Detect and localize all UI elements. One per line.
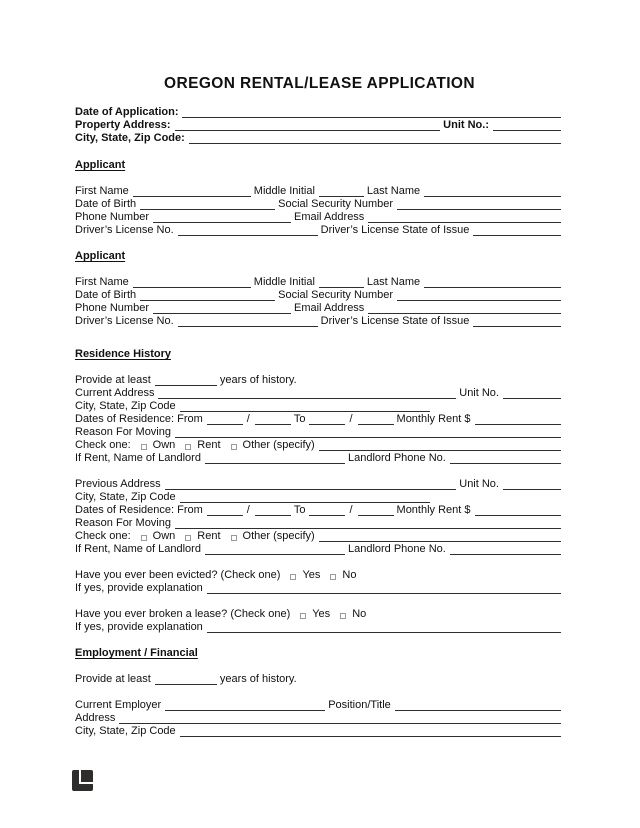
rent-checkbox[interactable]: [185, 535, 191, 541]
landlord-phone-label: Landlord Phone No.: [347, 543, 446, 555]
from-month-line[interactable]: [207, 507, 243, 516]
to-year-line[interactable]: [358, 507, 394, 516]
city-state-zip-line[interactable]: [189, 135, 561, 144]
page-title: OREGON RENTAL/LEASE APPLICATION: [164, 75, 475, 92]
email-address-line[interactable]: [368, 305, 561, 314]
phone-number-label: Phone Number: [75, 302, 149, 314]
from-year-line[interactable]: [255, 416, 291, 425]
evicted-explanation-row: [75, 582, 564, 595]
position-title-line[interactable]: [395, 702, 561, 711]
other-checkbox[interactable]: [231, 444, 237, 450]
previous-address-line[interactable]: [165, 481, 457, 490]
city-state-zip-row: [75, 132, 564, 145]
date-of-birth-label: Date of Birth: [75, 198, 137, 210]
ssn-label: Social Security Number: [278, 289, 394, 301]
to-month-line[interactable]: [309, 416, 345, 425]
from-year-line[interactable]: [255, 507, 291, 516]
date-of-birth-label: Date of Birth: [75, 289, 137, 301]
date-of-application-line[interactable]: [182, 109, 561, 118]
employer-address-row: [75, 712, 564, 725]
residence-years-row: [75, 374, 564, 387]
legal-templates-logo-icon: [72, 770, 93, 791]
city-state-zip-label: City, State, Zip Code: [75, 491, 176, 503]
drivers-license-state-label: Driver’s License State of Issue: [320, 224, 470, 236]
previous-landlord-row: [75, 543, 564, 556]
position-title-label: Position/Title: [328, 699, 391, 711]
previous-city-row: [75, 491, 564, 504]
yes-label: Yes: [312, 608, 331, 620]
reason-for-moving-line[interactable]: [175, 429, 561, 438]
unit-no-line[interactable]: [493, 122, 561, 131]
broken-lease-explanation-row: [75, 621, 564, 634]
spacer: [75, 556, 564, 569]
spacer: [75, 465, 564, 478]
landlord-name-line[interactable]: [205, 546, 345, 555]
last-name-line[interactable]: [424, 188, 561, 197]
ssn-label: Social Security Number: [278, 198, 394, 210]
to-label: To: [293, 413, 306, 425]
applicant-2-heading: Applicant: [75, 250, 126, 262]
current-address-row: [75, 387, 564, 400]
other-specify-line[interactable]: [319, 533, 561, 542]
applicant-2-name-row: [75, 276, 564, 289]
last-name-line[interactable]: [424, 279, 561, 288]
property-address-label: Property Address:: [75, 119, 171, 131]
current-landlord-row: [75, 452, 564, 465]
drivers-license-no-line[interactable]: [178, 227, 318, 236]
current-address-line[interactable]: [158, 390, 456, 399]
current-employer-line[interactable]: [165, 702, 325, 711]
own-label: Own: [152, 530, 176, 542]
email-address-line[interactable]: [368, 214, 561, 223]
slash-separator: /: [246, 413, 250, 425]
first-name-line[interactable]: [133, 279, 251, 288]
evicted-question-row: [75, 569, 564, 582]
previous-address-row: [75, 478, 564, 491]
unit-no-label: Unit No.: [459, 387, 499, 399]
slash-separator: /: [349, 413, 353, 425]
current-city-row: [75, 400, 564, 413]
landlord-phone-label: Landlord Phone No.: [347, 452, 446, 464]
date-of-application-label: Date of Application:: [75, 106, 179, 118]
current-reason-row: [75, 426, 564, 439]
spacer: [75, 595, 564, 608]
applicant-1-phone-row: [75, 211, 564, 224]
years-of-history-line[interactable]: [155, 676, 217, 685]
date-of-birth-line[interactable]: [140, 201, 275, 210]
city-state-zip-label: City, State, Zip Code:: [75, 132, 185, 144]
current-check-one-row: [75, 439, 564, 452]
broken-lease-yes-checkbox[interactable]: [300, 613, 306, 619]
date-of-birth-line[interactable]: [140, 292, 275, 301]
evicted-question-label: Have you ever been evicted? (Check one): [75, 569, 281, 581]
provide-at-least-label: Provide at least: [75, 374, 151, 386]
if-rent-landlord-label: If Rent, Name of Landlord: [75, 452, 201, 464]
broken-lease-explanation-line[interactable]: [207, 624, 561, 633]
first-name-label: First Name: [75, 185, 129, 197]
phone-number-line[interactable]: [153, 214, 291, 223]
previous-reason-row: [75, 517, 564, 530]
last-name-label: Last Name: [366, 276, 421, 288]
employment-financial-heading: Employment / Financial: [75, 647, 198, 659]
drivers-license-no-label: Driver’s License No.: [75, 315, 174, 327]
middle-initial-label: Middle Initial: [253, 185, 315, 197]
applicant-1-name-row: [75, 185, 564, 198]
city-state-zip-label: City, State, Zip Code: [75, 400, 176, 412]
spacer: [75, 686, 564, 699]
address-line[interactable]: [119, 715, 561, 724]
unit-no-line[interactable]: [503, 481, 561, 490]
monthly-rent-label: Monthly Rent $: [396, 413, 471, 425]
provide-at-least-label: Provide at least: [75, 673, 151, 685]
employer-city-row: [75, 725, 564, 738]
from-month-line[interactable]: [207, 416, 243, 425]
years-of-history-label: years of history.: [219, 673, 297, 685]
check-one-label: Check one:: [75, 439, 131, 451]
if-rent-landlord-label: If Rent, Name of Landlord: [75, 543, 201, 555]
current-address-label: Current Address: [75, 387, 155, 399]
rent-checkbox[interactable]: [185, 444, 191, 450]
other-specify-label: Other (specify): [242, 530, 315, 542]
city-state-zip-line[interactable]: [180, 494, 430, 503]
rent-label: Rent: [197, 530, 221, 542]
email-address-label: Email Address: [294, 302, 365, 314]
unit-no-label: Unit No.: [459, 478, 499, 490]
property-address-line[interactable]: [175, 122, 441, 131]
reason-for-moving-line[interactable]: [175, 520, 561, 529]
applicant-2-dob-row: [75, 289, 564, 302]
if-yes-explanation-label: If yes, provide explanation: [75, 582, 203, 594]
rent-label: Rent: [197, 439, 221, 451]
city-state-zip-label: City, State, Zip Code: [75, 725, 176, 737]
broken-lease-question-label: Have you ever broken a lease? (Check one): [75, 608, 291, 620]
current-employer-label: Current Employer: [75, 699, 162, 711]
email-address-label: Email Address: [294, 211, 365, 223]
first-name-label: First Name: [75, 276, 129, 288]
landlord-phone-line[interactable]: [450, 455, 561, 464]
drivers-license-state-label: Driver’s License State of Issue: [320, 315, 470, 327]
previous-address-label: Previous Address: [75, 478, 161, 490]
no-label: No: [342, 569, 357, 581]
unit-no-line[interactable]: [503, 390, 561, 399]
middle-initial-line[interactable]: [319, 279, 364, 288]
drivers-license-state-line[interactable]: [473, 318, 561, 327]
evicted-explanation-line[interactable]: [207, 585, 561, 594]
own-label: Own: [152, 439, 176, 451]
broken-lease-question-row: [75, 608, 564, 621]
to-year-line[interactable]: [358, 416, 394, 425]
no-label: No: [352, 608, 367, 620]
date-of-application-row: [75, 106, 564, 119]
city-state-zip-line[interactable]: [180, 403, 430, 412]
years-of-history-line[interactable]: [155, 377, 217, 386]
drivers-license-no-label: Driver’s License No.: [75, 224, 174, 236]
if-yes-explanation-label: If yes, provide explanation: [75, 621, 203, 633]
ssn-line[interactable]: [397, 292, 561, 301]
middle-initial-line[interactable]: [319, 188, 364, 197]
evicted-no-checkbox[interactable]: [330, 574, 336, 580]
dates-of-residence-label: Dates of Residence: From: [75, 413, 203, 425]
other-specify-line[interactable]: [319, 442, 561, 451]
drivers-license-state-line[interactable]: [473, 227, 561, 236]
monthly-rent-label: Monthly Rent $: [396, 504, 471, 516]
to-label: To: [293, 504, 306, 516]
middle-initial-label: Middle Initial: [253, 276, 315, 288]
slash-separator: /: [349, 504, 353, 516]
check-one-label: Check one:: [75, 530, 131, 542]
applicant-2-phone-row: [75, 302, 564, 315]
drivers-license-no-line[interactable]: [178, 318, 318, 327]
first-name-line[interactable]: [133, 188, 251, 197]
phone-number-line[interactable]: [153, 305, 291, 314]
applicant-1-dob-row: [75, 198, 564, 211]
employment-years-row: [75, 673, 564, 686]
property-address-row: [75, 119, 564, 132]
dates-of-residence-label: Dates of Residence: From: [75, 504, 203, 516]
previous-check-one-row: [75, 530, 564, 543]
ssn-line[interactable]: [397, 201, 561, 210]
yes-label: Yes: [302, 569, 321, 581]
phone-number-label: Phone Number: [75, 211, 149, 223]
years-of-history-label: years of history.: [219, 374, 297, 386]
own-checkbox[interactable]: [141, 444, 147, 450]
last-name-label: Last Name: [366, 185, 421, 197]
monthly-rent-line[interactable]: [475, 507, 561, 516]
landlord-phone-line[interactable]: [450, 546, 561, 555]
current-dates-row: [75, 413, 564, 426]
applicant-1-heading: Applicant: [75, 159, 126, 171]
landlord-name-line[interactable]: [205, 455, 345, 464]
residence-history-heading: Residence History: [75, 348, 171, 360]
to-month-line[interactable]: [309, 507, 345, 516]
reason-for-moving-label: Reason For Moving: [75, 517, 171, 529]
evicted-yes-checkbox[interactable]: [290, 574, 296, 580]
other-specify-label: Other (specify): [242, 439, 315, 451]
current-employer-row: [75, 699, 564, 712]
previous-dates-row: [75, 504, 564, 517]
applicant-1-license-row: [75, 224, 564, 237]
monthly-rent-line[interactable]: [475, 416, 561, 425]
address-label: Address: [75, 712, 116, 724]
other-checkbox[interactable]: [231, 535, 237, 541]
slash-separator: /: [246, 504, 250, 516]
own-checkbox[interactable]: [141, 535, 147, 541]
city-state-zip-line[interactable]: [180, 728, 561, 737]
unit-no-label: Unit No.:: [443, 119, 489, 131]
reason-for-moving-label: Reason For Moving: [75, 426, 171, 438]
broken-lease-no-checkbox[interactable]: [340, 613, 346, 619]
applicant-2-license-row: [75, 315, 564, 328]
